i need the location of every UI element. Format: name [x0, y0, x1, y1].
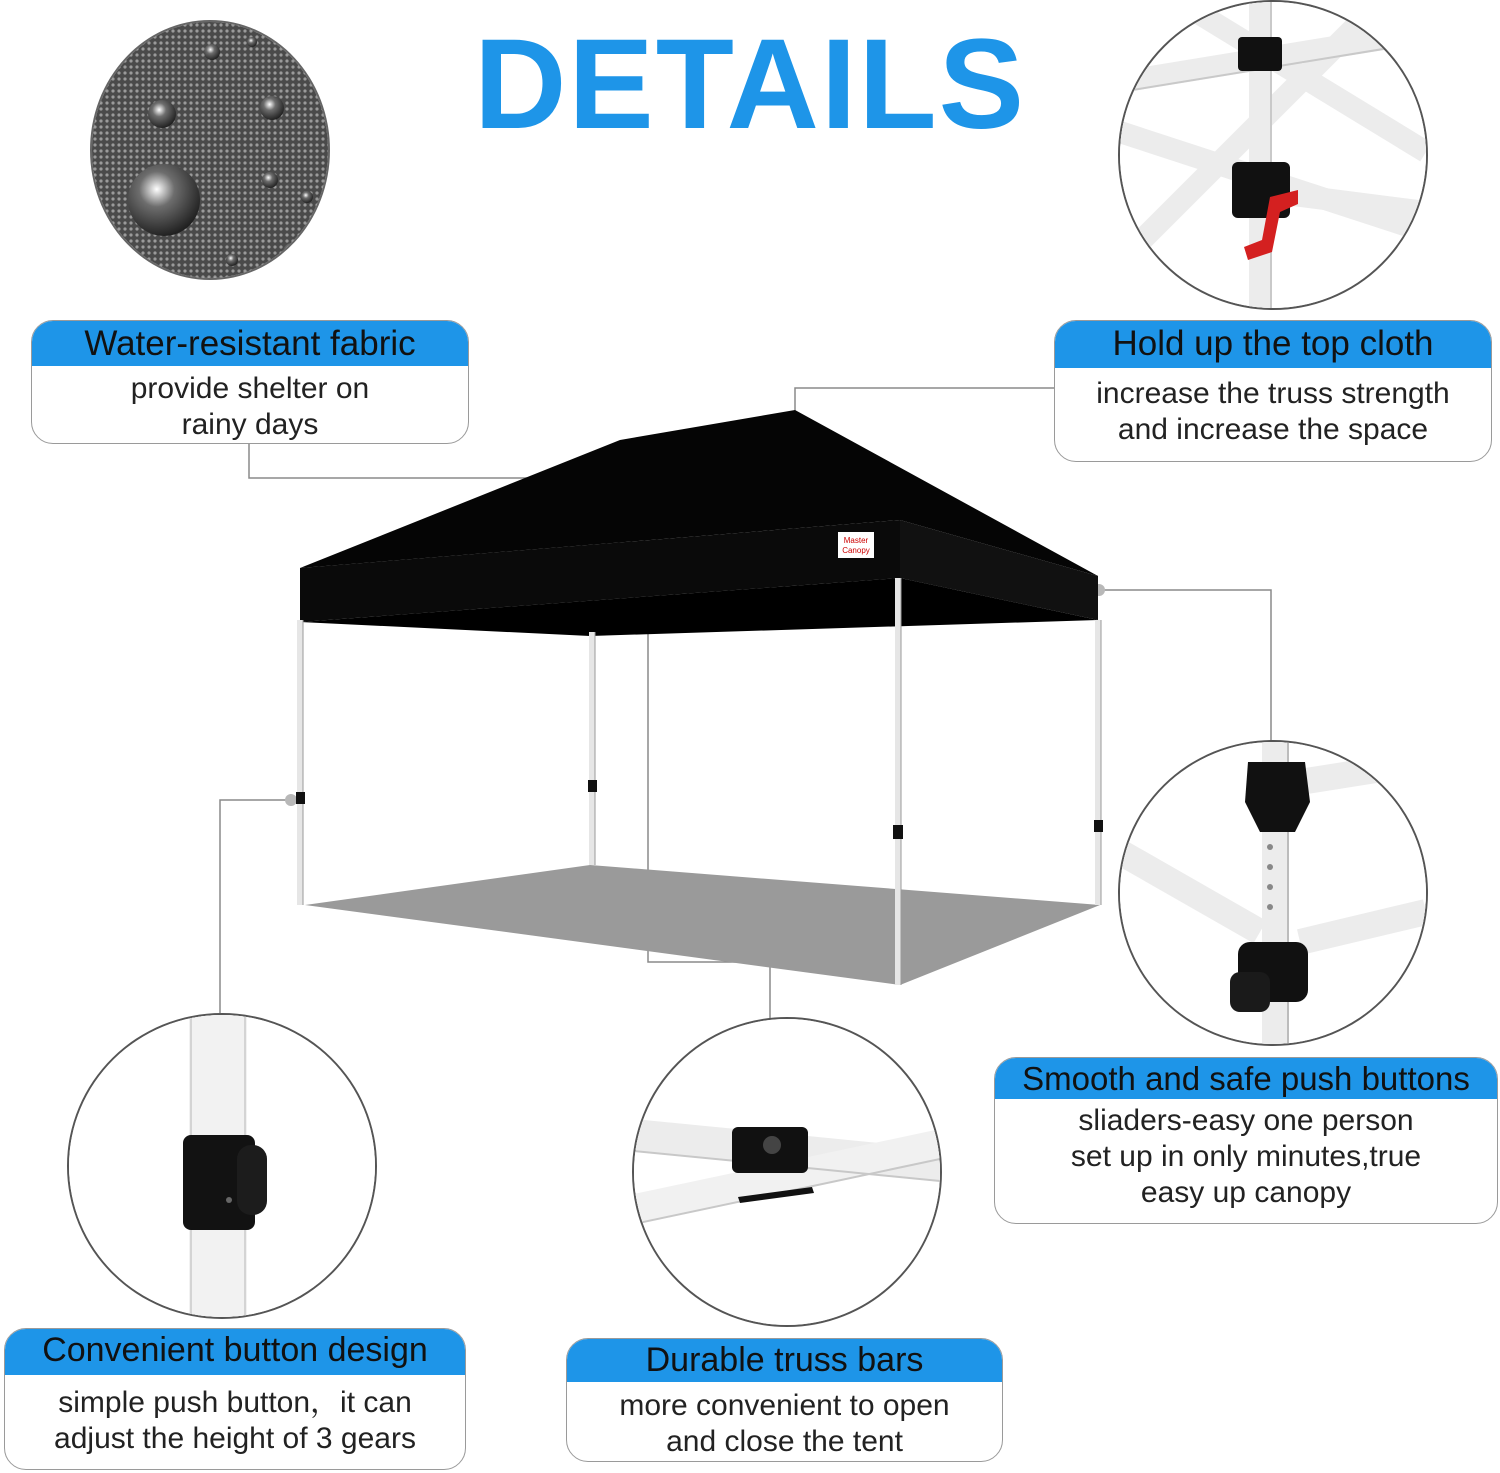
feature-heading: Hold up the top cloth — [1055, 321, 1491, 368]
truss-bar-center-hub-icon — [634, 1019, 940, 1325]
corner-slider-circle — [1118, 740, 1428, 1046]
feature-card-top-cloth — [1054, 320, 1492, 462]
feature-card-push-buttons — [994, 1057, 1498, 1224]
ground-shadow — [305, 865, 1100, 985]
feature-body: more convenient to open and close the tent — [619, 1389, 950, 1458]
truss-hub-circle — [632, 1017, 942, 1327]
feature-body: sliaders-easy one person set up in only minutes,true easy up canopy — [1070, 1104, 1422, 1209]
fabric-detail-circle — [90, 20, 330, 280]
leg-button-circle — [67, 1013, 377, 1319]
leg-push-button-icon — [69, 1015, 375, 1317]
water-droplets-icon — [92, 22, 328, 278]
top-connector-circle — [1118, 0, 1428, 310]
feature-heading: Water-resistant fabric — [32, 321, 468, 366]
red-lever-connector-icon — [1120, 2, 1426, 308]
feature-body: increase the truss strength and increase the space — [1096, 377, 1450, 446]
feature-heading: Smooth and safe push buttons — [995, 1058, 1497, 1099]
corner-slider-bracket-icon — [1120, 742, 1426, 1044]
feature-card-truss-bars — [566, 1338, 1003, 1462]
feature-card-button-design — [4, 1328, 466, 1470]
feature-heading: Durable truss bars — [567, 1339, 1002, 1382]
page-title: DETAILS — [473, 13, 1027, 156]
feature-body: provide shelter on rainy days — [130, 372, 370, 441]
brand-label-line2: Canopy — [842, 546, 870, 555]
feature-card-fabric — [31, 320, 469, 444]
brand-label-line1: Master — [843, 536, 869, 545]
leg-buttons — [296, 780, 1103, 839]
feature-heading: Convenient button design — [5, 1329, 465, 1375]
feature-body: simple push button，it can adjust the height of 3 gears — [54, 1386, 416, 1455]
